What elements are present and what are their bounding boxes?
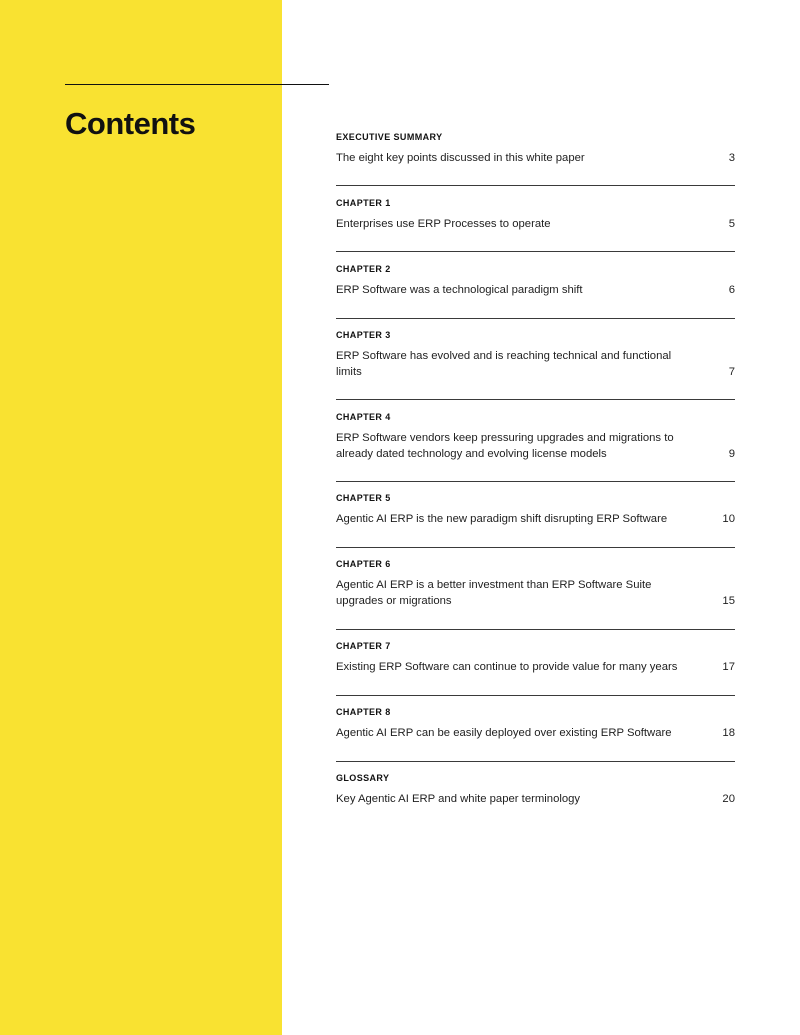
- toc-page-number: 7: [728, 366, 735, 378]
- toc-divider: [336, 547, 735, 548]
- toc-page-number: 18: [722, 727, 735, 739]
- toc-page-number: 15: [722, 595, 735, 607]
- toc-divider: [336, 695, 735, 696]
- table-of-contents: [336, 0, 735, 1035]
- toc-description: ERP Software was a technological paradigm shift: [336, 284, 583, 296]
- title-rule: [65, 84, 329, 85]
- toc-label: CHAPTER 4: [336, 412, 391, 422]
- toc-page-number: 10: [722, 513, 735, 525]
- toc-divider: [336, 185, 735, 186]
- toc-divider: [336, 481, 735, 482]
- toc-label: CHAPTER 5: [336, 493, 391, 503]
- toc-description: ERP Software has evolved and is reaching technical and functional limits: [336, 350, 672, 378]
- page-title: Contents: [65, 106, 196, 141]
- toc-description: Enterprises use ERP Processes to operate: [336, 218, 551, 230]
- toc-label: EXECUTIVE SUMMARY: [336, 132, 443, 142]
- toc-label: CHAPTER 6: [336, 559, 391, 569]
- toc-divider: [336, 318, 735, 319]
- toc-description: Agentic AI ERP can be easily deployed over existing ERP Software: [336, 727, 672, 739]
- toc-description: ERP Software vendors keep pressuring upgrades and migrations to already dated technology and evolving license models: [336, 432, 674, 460]
- toc-label: CHAPTER 8: [336, 707, 391, 717]
- toc-label: CHAPTER 7: [336, 641, 391, 651]
- toc-divider: [336, 761, 735, 762]
- toc-description: Existing ERP Software can continue to provide value for many years: [336, 661, 678, 673]
- toc-page-number: 3: [728, 152, 735, 164]
- toc-page-number: 17: [722, 661, 735, 673]
- toc-divider: [336, 251, 735, 252]
- toc-description: The eight key points discussed in this white paper: [336, 152, 585, 164]
- toc-label: CHAPTER 2: [336, 264, 391, 274]
- toc-page-number: 9: [728, 448, 735, 460]
- toc-label: GLOSSARY: [336, 773, 390, 783]
- toc-page-number: 20: [722, 793, 735, 805]
- toc-divider: [336, 399, 735, 400]
- toc-description: Agentic AI ERP is a better investment than ERP Software Suite upgrades or migrations: [336, 579, 652, 607]
- toc-label: CHAPTER 1: [336, 198, 391, 208]
- toc-divider: [336, 629, 735, 630]
- toc-page-number: 6: [728, 284, 735, 296]
- toc-description: Agentic AI ERP is the new paradigm shift disrupting ERP Software: [336, 513, 668, 525]
- toc-description: Key Agentic AI ERP and white paper terminology: [336, 793, 581, 805]
- yellow-sidebar: [0, 0, 282, 1035]
- toc-label: CHAPTER 3: [336, 330, 391, 340]
- toc-page-number: 5: [728, 218, 735, 230]
